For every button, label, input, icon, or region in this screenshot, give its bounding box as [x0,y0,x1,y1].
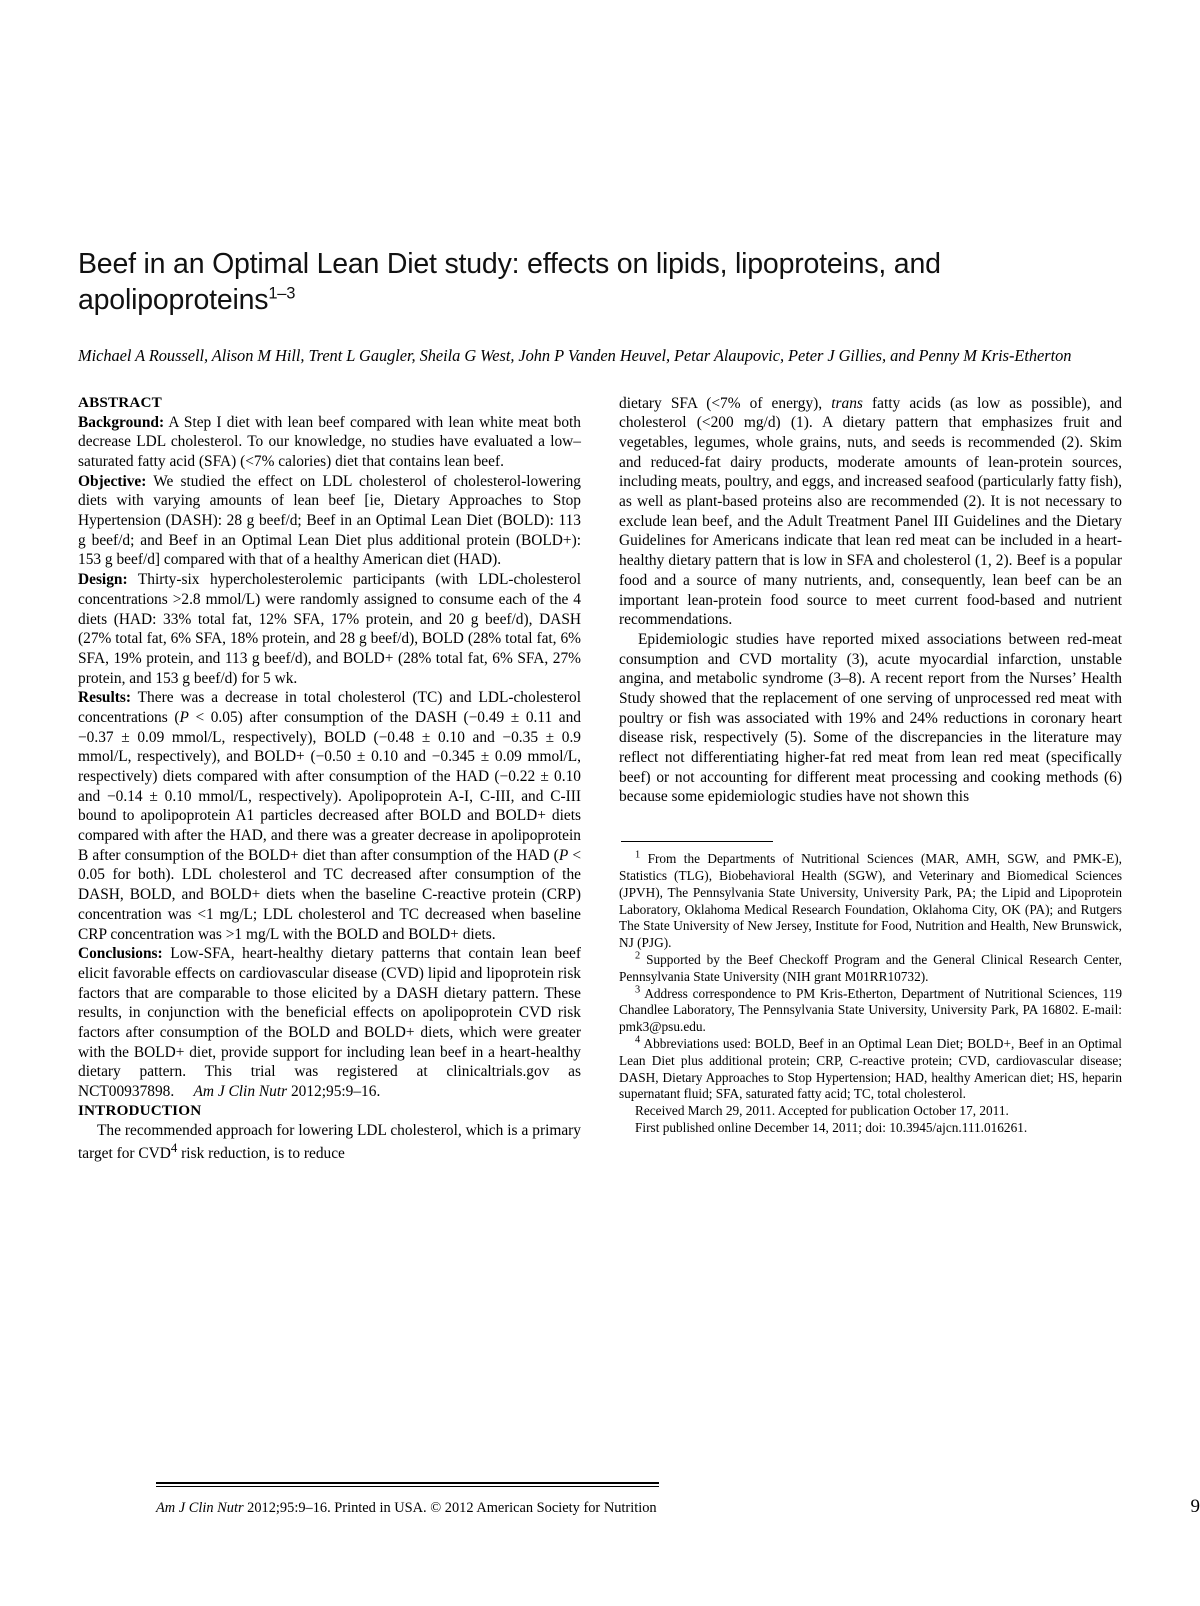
left-column [78,394,581,1165]
footnote-4 [619,1036,1122,1103]
footnote-2-text: Supported by the Beef Checkoff Program and the General Clinical Research Center, Pennsylvania State University (NIH grant M01RR10732). [619,951,1122,984]
introduction-heading: INTRODUCTION [78,1101,202,1119]
introduction-text-b: risk reduction, is to reduce [177,1145,345,1163]
introduction-text-a: The recommended approach for lowering LDL cholesterol, which is a primary target for CVD [78,1121,581,1163]
abstract-results-text-2: < 0.05) after consumption of the DASH (−0.49 ± 0.11 and −0.37 ± 0.09 mmol/L, respectively), BOLD (−0.48 ± 0.10 and −0.35 ± 0.9 mmol/L, respectively), and BOLD+ (−0.50 ± 0.10 and −0.345 ± 0.09 mmol/L, respectively) diets compared with after consumption of the HAD (−0.22 ± 0.10 and −0.14 ± 0.10 mmol/L, respectively). Apolipoprotein A-I, C-III, and C-III bound to apolipoprotein A1 particles decreased after BOLD and BOLD+ diets compared with after the HAD, and there was a greater decrease in apolipoprotein B after consumption of the BOLD+ diet than after consumption of the HAD ( [78,708,581,864]
abstract-results-p-symbol-2: P [558,846,569,864]
abstract-design-label: Design: [78,571,128,589]
footer-citation [156,1500,657,1517]
footnotes-block [619,841,1122,1137]
abstract-conclusions-label: Conclusions: [78,945,163,963]
page-footer [156,1482,1200,1518]
abstract-design-text: Thirty-six hypercholesterolemic participants (with LDL-cholesterol concentrations >2.8 mmol/L) were randomly assigned to consume each of the 4 diets (HAD: 33% total fat, 12% SFA, 17% protein, and 20 g beef/d), DASH (27% total fat, 6% SFA, 18% protein, and 28 g beef/d), BOLD (28% total fat, 6% SFA, 19% protein, and 113 g beef/d), and BOLD+ (28% total fat, 6% SFA, 27% protein, and 153 g beef/d) for 5 wk. [78,571,581,687]
right-paragraph-2: Epidemiologic studies have reported mixed associations between red-meat consumption and CVD mortality (3), acute myocardial infarction, unstable angina, and metabolic syndrome (3–8). A recent report from the Nurses’ Health Study showed that the replacement of one serving of unprocessed red meat with poultry or fish was associated with 19% and 24% reductions in coronary heart disease risk, respectively (5). Some of the discrepancies in the literature may reflect not differentiating higher-fat red meat from lean red meat (specifically beef) or not accounting for different meat processing and cooking methods (6) because some epidemiologic studies have not shown this [619,630,1122,806]
published-date: First published online December 14, 2011; doi: 10.3945/ajcn.111.016261. [635,1120,1028,1136]
footer-divider [156,1482,659,1487]
abstract-objective-text: We studied the effect on LDL cholesterol of cholesterol-lowering diets with varying amounts of lean beef [ie, Dietary Approaches to Stop Hypertension (DASH): 28 g beef/d; Beef in an Optimal Lean Diet (BOLD): 113 g beef/d; and Beef in an Optimal Lean Diet plus additional protein (BOLD+): 153 g beef/d] compared with that of a healthy American diet (HAD). [78,472,581,569]
abstract-results [78,688,581,944]
abstract-background-label: Background: [78,413,165,431]
footnote-1 [619,851,1122,952]
abstract-results-p-symbol-1: P [179,708,189,726]
abstract-design [78,570,581,688]
introduction-footnote-marker: 4 [170,1141,178,1156]
footnote-4-marker: 4 [635,1034,641,1046]
footnote-4-text: Abbreviations used: BOLD, Beef in an Optimal Lean Diet; BOLD+, Beef in an Optimal Lean Diet plus additional protein; CRP, C-reactive protein; CVD, cardiovascular disease; DASH, Dietary Approaches to Stop Hypertension; HAD, healthy American diet; HS, heparin supernatant fluid; SFA, saturated fatty acid; TC, total cholesterol. [619,1036,1122,1102]
footnote-3 [619,986,1122,1036]
footnote-3-marker: 3 [635,984,641,996]
abstract-background [78,413,581,472]
right-column [619,394,1122,1165]
abstract-results-text-1: There was a decrease in total cholesterol (TC) and LDL-cholesterol concentrations ( [78,689,581,726]
footnote-3-text: Address correspondence to PM Kris-Etherton, Department of Nutritional Sciences, 119 Chandlee Laboratory, The Pennsylvania State University, University Park, PA 16802. E-mail: pmk3@psu.edu. [619,985,1122,1035]
right-paragraph-1 [619,394,1122,630]
abstract-journal-citation: Am J Clin Nutr [193,1083,288,1101]
page-title [78,246,1122,318]
abstract-objective [78,472,581,570]
footer-journal-rest: 2012;95:9–16. Printed in USA. © 2012 American Society for Nutrition [243,1500,657,1516]
footer-row [156,1496,1200,1518]
abstract-results-label: Results: [78,689,132,707]
abstract-results-text-3: < 0.05 for both). LDL cholesterol and TC decreased after consumption of the DASH, BOLD, and BOLD+ diets when the baseline C-reactive protein (CRP) concentration was <1 mg/L; LDL cholesterol and TC decreased when baseline CRP concentration was >1 mg/L with the BOLD and BOLD+ diets. [78,846,581,943]
paper-page [78,0,1200,1606]
footnote-2 [619,952,1122,986]
footer-journal-name: Am J Clin Nutr [156,1500,244,1516]
right-paragraph-1-text-b: fatty acids (as low as possible), and cholesterol (<200 mg/d) (1). A dietary pattern that emphasizes fruit and vegetables, legumes, whole grains, nuts, and seeds is recommended (2). Skim and reduced-fat dairy products, moderate amounts of lean-protein sources, including meats, poultry, and eggs, and increased seafood (particularly fatty fish), as well as plant-based proteins also are recommended (2). It is not necessary to exclude lean beef, and the Adult Treatment Panel III Guidelines and the Dietary Guidelines for Americans indicate that lean red meat can be included in a heart-healthy dietary pattern that is low in SFA and cholesterol (1, 2). Beef is a popular food and a source of many nutrients, and, consequently, lean beef can be an important lean-protein food source to meet current food-based and nutrient recommendations. [619,394,1122,629]
title-footnote-marker: 1–3 [268,283,296,303]
abstract-journal-citation-rest: 2012;95:9–16. [287,1083,381,1101]
abstract-conclusions-text: Low-SFA, heart-healthy dietary patterns that contain lean beef elicit favorable effects on cardiovascular disease (CVD) lipid and lipoprotein risk factors that are comparable to those elicited by a DASH dietary pattern. These results, in conjunction with the beneficial effects on apolipoprotein CVD risk factors after consumption of the BOLD and BOLD+ diets, which were greater with the BOLD+ diet, provide support for including lean beef in a heart-healthy dietary pattern. This trial was registered at clinicaltrials.gov as NCT00937898. [78,945,581,1101]
abstract-conclusions [78,944,581,1102]
footnote-1-text: From the Departments of Nutritional Sciences (MAR, AMH, SGW, and PMK-E), Statistics (TLG), Biobehavioral Health (SGW), and Veterinary and Biomedical Sciences (JPVH), The Pennsylvania State University, University Park, PA; the Lipid and Lipoprotein Laboratory, Oklahoma Medical Research Foundation, Oklahoma City, OK (PA); and Rutgers The State University of New Jersey, Institute for Food, Nutrition and Health, New Brunswick, NJ (PJG). [619,851,1122,951]
abstract-heading: ABSTRACT [78,393,162,411]
title-block [78,0,1122,368]
abstract-objective-label: Objective: [78,472,147,490]
abstract-background-text: A Step I diet with lean beef compared with lean white meat both decrease LDL cholesterol. To our knowledge, no studies have evaluated a low–saturated fatty acid (SFA) (<7% calories) diet that contains lean beef. [78,413,581,471]
page-title-text: Beef in an Optimal Lean Diet study: effects on lipids, lipoproteins, and apolipoproteins [78,248,941,317]
footnote-1-marker: 1 [635,849,641,861]
page-number: 9 [1190,1496,1200,1517]
right-paragraph-1-text-a: dietary SFA (<7% of energy), [619,394,832,412]
footnote-divider [621,841,773,842]
right-paragraph-1-trans-italic: trans [831,394,863,412]
body-columns [78,394,1122,1165]
footnote-2-marker: 2 [635,950,641,962]
received-date: Received March 29, 2011. Accepted for publication October 17, 2011. [635,1103,1009,1119]
introduction-paragraph [78,1121,581,1165]
author-list: Michael A Roussell, Alison M Hill, Trent L Gaugler, Sheila G West, John P Vanden Heuvel, Petar Alaupovic, Peter J Gillies, and Penny M Kris-Etherton [78,346,1072,366]
